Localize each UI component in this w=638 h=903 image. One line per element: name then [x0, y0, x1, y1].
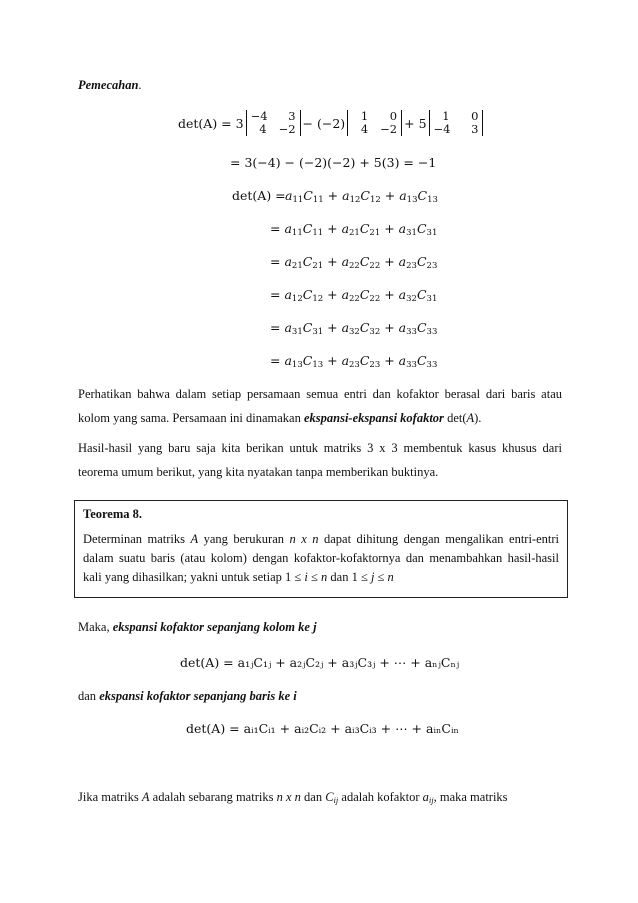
- matrix-1: [246, 110, 301, 136]
- tb: n x n: [289, 532, 319, 546]
- evaluation-line: = 3(−4) − (−2)(−2) + 5(3) = −1: [230, 155, 437, 170]
- tb: j: [370, 570, 375, 584]
- lt: ij: [333, 795, 339, 805]
- matrix-3: [429, 110, 484, 136]
- tb: ≤: [374, 570, 388, 584]
- section-heading: [78, 78, 142, 93]
- theorem-body: [83, 530, 559, 587]
- m2-cell: 4: [360, 122, 369, 136]
- expansion-line: = $a_{11}C_{11} + a_{21}C_{21} + a_{31}C_{31}$: [270, 221, 438, 238]
- column-expansion-formula: det(A) = a₁ⱼC₁ⱼ + a₂ⱼC₂ⱼ + a₃ⱼC₃ⱼ + ⋯ + aₙⱼCₙⱼ: [180, 655, 460, 670]
- tb: Determinan matriks: [83, 532, 191, 546]
- eq1-op1: − (−2): [302, 115, 346, 131]
- dan-text: dan: [78, 689, 100, 703]
- m3-cell: 0: [471, 109, 479, 123]
- lt: a: [422, 790, 429, 804]
- tb: A: [190, 532, 199, 546]
- m3-cell: 1: [442, 109, 450, 123]
- p1-text: det(: [443, 411, 467, 425]
- heading-dot: .: [138, 78, 142, 92]
- row-expansion-intro: [78, 689, 297, 704]
- m3-cell: −4: [433, 122, 451, 136]
- expansion-lhs: det(A) =: [232, 188, 286, 203]
- expansion-line: $a_{11}C_{11} + a_{12}C_{12} + a_{13}C_{13}$: [285, 188, 438, 205]
- paragraph-theorem-intro: Hasil-hasil yang baru saja kita berikan untuk matriks 3 x 3 membentuk kasus khusus dari teorema umum berikut, yang kita nyatakan tanpa memberikan buktinya.: [78, 441, 562, 479]
- expansion-line: = $a_{31}C_{31} + a_{32}C_{32} + a_{33}C_{33}$: [270, 320, 438, 337]
- maka-text: Maka,: [78, 620, 113, 634]
- m3-cell: 3: [471, 122, 479, 136]
- eq1-lhs: det(A) = 3: [178, 115, 244, 131]
- expansion-line: = $a_{21}C_{21} + a_{22}C_{22} + a_{23}C_{23}$: [270, 254, 438, 271]
- m1-cell: 4: [259, 122, 267, 136]
- lt: adalah kofaktor: [338, 790, 423, 804]
- lt: ij: [428, 795, 434, 805]
- tb: i: [304, 570, 308, 584]
- m2-cell: −2: [380, 122, 398, 136]
- lt: C: [325, 790, 334, 804]
- expansion-line: = $a_{12}C_{12} + a_{22}C_{22} + a_{32}C_{31}$: [270, 287, 438, 304]
- m1-cell: −4: [250, 109, 268, 123]
- lt: n x n: [276, 790, 301, 804]
- lt: adalah sebarang matriks: [149, 790, 277, 804]
- tb: dan 1 ≤: [327, 570, 371, 584]
- column-expansion-intro: [78, 620, 317, 635]
- p1-var: A: [466, 411, 475, 425]
- row-expansion-formula: det(A) = aᵢ₁Cᵢ₁ + aᵢ₂Cᵢ₂ + aᵢ₃Cᵢ₃ + ⋯ + aᵢₙCᵢₙ: [186, 721, 459, 736]
- tb: n: [321, 570, 328, 584]
- tb: n: [387, 570, 394, 584]
- theorem-title: Teorema 8.: [83, 507, 143, 521]
- lt: , maka matriks: [433, 790, 508, 804]
- p1-term: ekspansi-ekspansi kofaktor: [303, 411, 444, 425]
- p1-text: ).: [474, 411, 482, 425]
- closing-sentence: [78, 790, 508, 805]
- lt: Jika matriks: [78, 790, 142, 804]
- m1-cell: −2: [278, 122, 296, 136]
- dan-term: ekspansi kofaktor sepanjang baris ke i: [99, 689, 297, 703]
- tb: dapat dihitung dengan mengalikan entri-entri dalam suatu baris (atau kolom) dengan kofaktor-kofaktornya dan menambahkan hasil-hasil kali yang dihasilkan; yakni untuk setiap 1 ≤: [83, 532, 559, 584]
- p1-text: Perhatikan bahwa dalam setiap persamaan semua entri dan kofaktor berasal dari baris atau kolom yang sama. Persamaan ini dinamakan: [78, 387, 562, 425]
- heading-text: Pemecahan: [78, 78, 139, 92]
- m2-cell: 1: [360, 109, 369, 123]
- theorem-box: [74, 500, 568, 598]
- expansion-line: = $a_{13}C_{13} + a_{23}C_{23} + a_{33}C_{33}$: [270, 353, 438, 370]
- m1-cell: 3: [288, 109, 296, 123]
- eq1-op2: + 5: [404, 115, 427, 131]
- matrix-2: [347, 110, 402, 136]
- tb: ≤: [307, 570, 322, 584]
- lt: dan: [300, 790, 326, 804]
- lt: A: [141, 790, 150, 804]
- paragraph-expansions: [78, 382, 562, 430]
- tb: yang berukuran: [198, 532, 290, 546]
- m2-cell: 0: [389, 109, 398, 123]
- determinant-equation: [178, 110, 485, 136]
- maka-term: ekspansi kofaktor sepanjang kolom ke j: [112, 620, 317, 634]
